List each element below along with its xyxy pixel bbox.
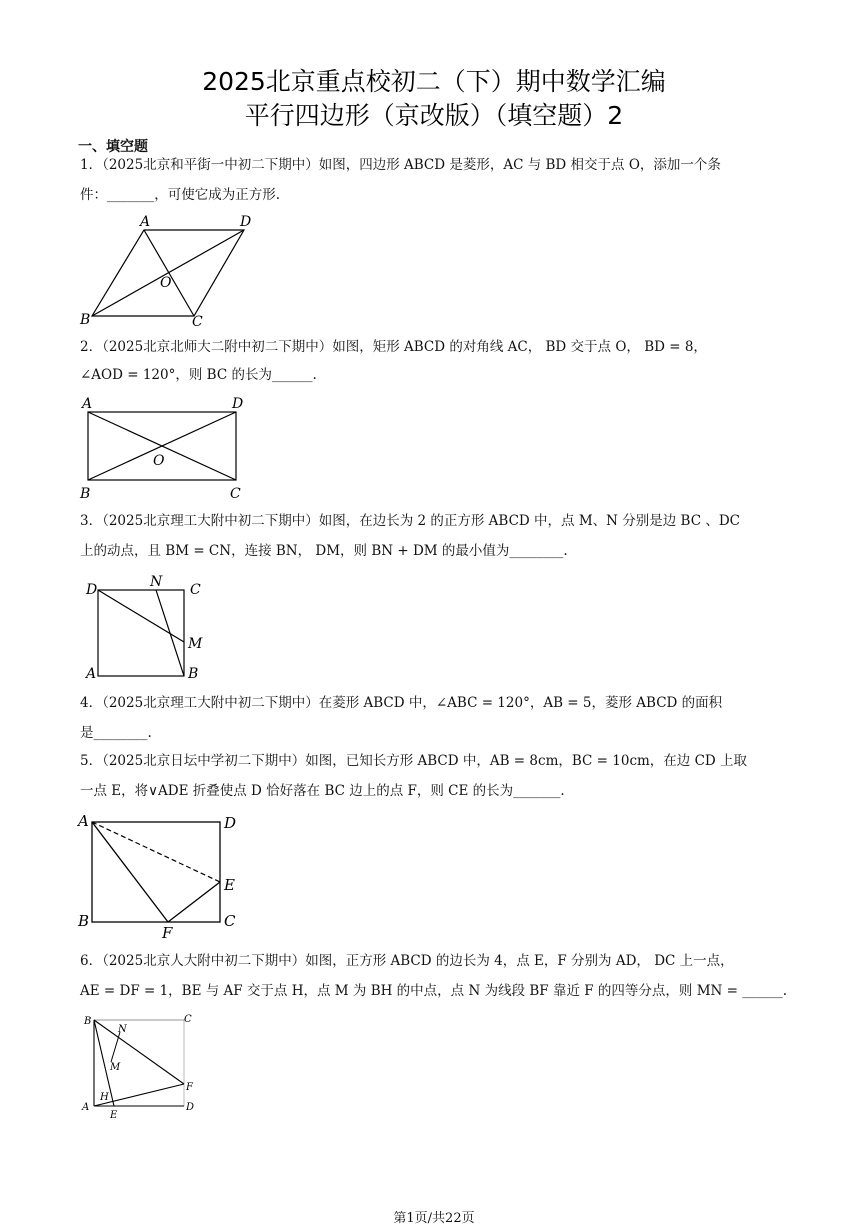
label-b: B xyxy=(78,912,90,930)
question-2-line-1: 2．（2025北京北师大二附中初二下期中）如图，矩形 ABCD 的对角线 AC， BD 交于点 O， BD = 8， xyxy=(80,339,707,355)
label-e: E xyxy=(224,876,235,894)
label-c: C xyxy=(192,314,203,330)
label-b: B xyxy=(188,666,199,682)
label-a: A xyxy=(140,214,151,230)
label-c: C xyxy=(224,912,236,930)
document-title-line-1: 2025北京重点校初二（下）期中数学汇编 xyxy=(202,67,666,96)
section-heading: 一、填空题 xyxy=(78,139,148,155)
question-4-line-2: 是________. xyxy=(80,725,152,741)
question-5-line-2: 一点 E，将∨ADE 折叠使点 D 恰好落在 BC 边上的点 F，则 CE 的长为_______. xyxy=(80,783,565,799)
label-e: E xyxy=(110,1110,118,1121)
rhombus-figure xyxy=(76,212,266,330)
label-a: A xyxy=(86,666,97,682)
folded-rectangle-figure xyxy=(76,808,246,942)
question-3-line-1: 3．（2025北京理工大附中初二下期中）如图，在边长为 2 的正方形 ABCD 中，点 M、N 分别是边 BC 、DC xyxy=(80,513,740,529)
label-d: D xyxy=(232,396,244,412)
label-c: C xyxy=(190,582,201,598)
label-d: D xyxy=(224,814,237,832)
square-folding-figure xyxy=(80,1010,210,1122)
label-f: F xyxy=(186,1082,193,1093)
question-6-line-1: 6．（2025北京人大附中初二下期中）如图，正方形 ABCD 的边长为 4，点 E，F 分别为 AD， DC 上一点， xyxy=(80,953,734,969)
label-b: B xyxy=(84,1016,92,1027)
question-3-line-2: 上的动点，且 BM = CN，连接 BN， DM，则 BN + DM 的最小值为________. xyxy=(80,543,568,559)
label-m: M xyxy=(188,636,203,652)
question-6-line-2: AE = DF = 1，BE 与 AF 交于点 H，点 M 为 BH 的中点，点 N 为线段 BF 靠近 F 的四等分点，则 MN = ______. xyxy=(80,983,788,999)
label-c: C xyxy=(184,1014,192,1025)
question-1-line-1: 1．（2025北京和平街一中初二下期中）如图，四边形 ABCD 是菱形，AC 与 BD 相交于点 O，添加一个条 xyxy=(80,157,721,173)
question-1-line-2: 件：_______，可使它成为正方形. xyxy=(80,187,281,203)
question-2-line-2: ∠AOD = 120°，则 BC 的长为______. xyxy=(80,367,317,383)
label-o: O xyxy=(160,275,172,291)
question-5-line-1: 5．（2025北京日坛中学初二下期中）如图，已知长方形 ABCD 中，AB = 8cm，BC = 10cm，在边 CD 上取 xyxy=(80,753,748,769)
square-figure xyxy=(80,572,220,684)
label-a: A xyxy=(82,396,93,412)
label-d: D xyxy=(240,214,252,230)
label-m: M xyxy=(110,1062,121,1073)
label-a: A xyxy=(78,812,89,830)
page-number-footer: 第1页/共22页 xyxy=(393,1211,475,1226)
label-d: D xyxy=(186,1102,195,1113)
label-b: B xyxy=(80,486,91,502)
question-4-line-1: 4．（2025北京理工大附中初二下期中）在菱形 ABCD 中，∠ABC = 120°，AB = 5，菱形 ABCD 的面积 xyxy=(80,695,723,711)
label-f: F xyxy=(162,924,173,942)
label-o: O xyxy=(153,453,165,469)
document-title-line-2: 平行四边形（京改版）（填空题）2 xyxy=(244,101,624,130)
label-n: N xyxy=(118,1024,127,1035)
label-c: C xyxy=(230,486,241,502)
rectangle-figure xyxy=(76,394,256,504)
label-d: D xyxy=(86,582,98,598)
label-n: N xyxy=(150,574,163,590)
label-a: A xyxy=(82,1102,90,1113)
label-b: B xyxy=(80,312,91,328)
label-h: H xyxy=(100,1092,109,1103)
